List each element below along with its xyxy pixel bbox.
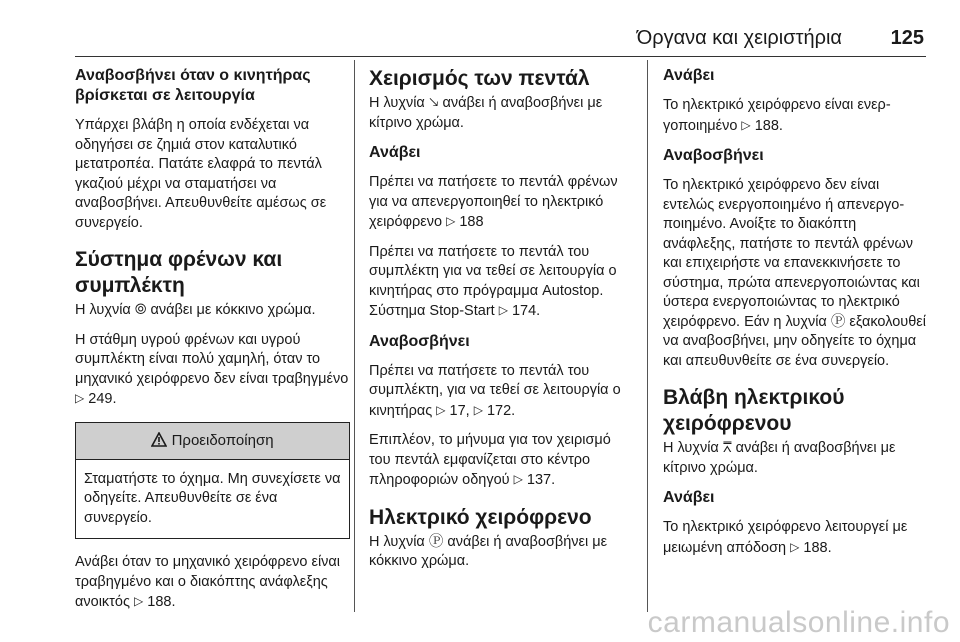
page-reference-icon: ▷ — [473, 402, 483, 417]
paragraph-epb-active: Το ηλεκτρικό χειρόφρενο είναι ενεργοποιημένο ▷ 188. — [663, 97, 891, 134]
subheading-flashing: Αναβοσβήνει — [663, 147, 764, 164]
paragraph-epb-incomplete: Το ηλεκτρικό χειρόφρενο δεν είναι εντελώς ενεργοποιημένο ή απενεργοποιημένο. Ανοίξτε το διακόπτη ανάφλεξης, πατήστε το πεντάλ φρένων και επιχειρήστε να επανεκκινήσετε το σύστημα, πρώτα απενεργοποιώντας και ύστερα ενεργοποιώντας το ηλεκτρικό χειρόφρενο. Εάν η λυχνία Ⓟ εξακολουθεί να αναβοσβήνει, μην οδηγείτε το όχημα και απευθυνθείτε σε ένα συνεργείο. — [663, 177, 926, 369]
paragraph-epb-reduced: Το ηλεκτρικό χειρόφρενο λειτουργεί με μειωμένη απόδοση ▷ 188. — [663, 519, 908, 556]
page-reference-icon: ▷ — [498, 303, 508, 317]
page-number: 125 — [890, 27, 924, 49]
section-title-epb-fault: Βλάβη ηλεκτρικού χειρόφρενου — [663, 386, 845, 435]
header-rule — [75, 56, 926, 57]
column-divider-2 — [647, 60, 648, 612]
page-reference-link[interactable]: 174. — [511, 303, 541, 319]
page-reference-link[interactable]: 188 — [459, 214, 484, 230]
subheading-lights-on: Ανάβει — [663, 67, 715, 84]
page-reference-link[interactable]: 188. — [803, 539, 832, 556]
page-reference-icon: ▷ — [436, 402, 446, 417]
warning-header — [76, 423, 349, 460]
page-reference-icon: ▷ — [133, 594, 144, 608]
page-reference-link[interactable]: 137. — [526, 472, 556, 488]
page-reference-link[interactable]: 249. — [88, 391, 117, 407]
column-2 — [369, 66, 634, 582]
parking-brake-icon: Ⓟ — [428, 533, 444, 550]
page-reference-icon: ▷ — [790, 539, 800, 554]
section-title-brake-clutch: Σύστημα φρένων και συμπλέκτη — [75, 248, 283, 297]
column-divider-1 — [354, 60, 355, 612]
page-reference-link[interactable]: 188. — [147, 594, 176, 610]
paragraph-handbrake: Ανάβει όταν το μηχανικό χειρόφρενο είναι τραβηγμένο και ο διακόπτης ανάφλεξης ανοικτός ▷ 188. — [75, 554, 341, 610]
paragraph-press-clutch-autostop: Πρέπει να πατήσετε το πεντάλ του συμπλέκτη για να τεθεί σε λειτουργία ο κινητήρας στο πρόγραμμα Autostop. Σύστημα Stop-Start ▷ 174. — [369, 243, 617, 319]
section-title-electric-parking-brake: Ηλεκτρικό χειρόφρενο — [369, 505, 592, 529]
paragraph-catalyst: Υπάρχει βλάβη η οποία ενδέχεται να οδηγήσει σε ζημιά στον καταλυτικό μετατροπέα. Πατάτε ελαφρά το πεντάλ γκαζιού μέχρι να σταματήσει να αναβοσβήνει. Απευθυνθείτε αμέσως σε συνεργείο. — [75, 117, 327, 231]
paragraph-press-brake: Πρέπει να πατήσετε το πεντάλ φρένων για να απενεργοποιηθεί το ηλεκτρικό χειρόφρενο ▷ 188 — [369, 174, 618, 230]
warning-triangle-icon — [151, 432, 167, 447]
paragraph-fluid-level: Η στάθμη υγρού φρένων και υγρού συμπλέκτη είναι πολύ χαμηλή, όταν το μηχανικό χειρόφρενο δεν είναι τραβηγμένο ▷ 249. — [75, 331, 349, 407]
warning-body — [76, 460, 349, 529]
paragraph-epb-lamp: Η λυχνία Ⓟ ανάβει ή αναβοσβήνει με κόκκινο χρώμα. — [369, 533, 608, 569]
page-reference-icon: ▷ — [741, 117, 751, 132]
paragraph-press-clutch-start: Πρέπει να πατήσετε το πεντάλ του συμπλέκτη, για να τεθεί σε λειτουργία ο κινητήρας ▷ 17, ▷ 172. — [369, 362, 621, 419]
subheading-flashing: Αναβοσβήνει — [369, 332, 470, 350]
page-reference-icon: ▷ — [513, 472, 523, 486]
column-1 — [75, 66, 350, 623]
page-reference-link[interactable]: 17, — [449, 402, 470, 419]
page-header — [0, 0, 960, 58]
watermark: carmanualsonline.info — [647, 606, 950, 639]
epb-fault-icon: ⩞ — [722, 440, 732, 456]
section-title-pedal-operation: Χειρισμός των πεντάλ — [369, 67, 590, 90]
paragraph-pedal-lamp: Η λυχνία 🡖 ανάβει ή αναβοσβήνει με κίτρινο χρώμα. — [369, 95, 603, 131]
paragraph-epb-fault-lamp: Η λυχνία ⩞ ανάβει ή αναβοσβήνει με κίτρινο χρώμα. — [663, 440, 896, 476]
subheading-flashing-engine-running: Αναβοσβήνει όταν ο κινητήρας βρίσκεται σε λειτουργία — [75, 67, 311, 104]
paragraph-driver-info: Επιπλέον, το μήνυμα για τον χειρισμό του πεντάλ εμφανίζεται στο κέντρο πληροφοριών οδηγού ▷ 137. — [369, 432, 611, 488]
column-3 — [663, 66, 928, 568]
page-reference-icon: ▷ — [446, 214, 456, 228]
page-reference-icon: ▷ — [75, 391, 85, 405]
subheading-lights-on: Ανάβει — [369, 144, 421, 161]
warning-box — [75, 422, 350, 540]
header-title: Όργανα και χειριστήρια — [636, 27, 842, 49]
subheading-lights-on: Ανάβει — [663, 489, 715, 506]
page-reference-link[interactable]: 172. — [486, 402, 516, 419]
paragraph-brake-lamp: Η λυχνία ⦾ ανάβει με κόκκινο χρώμα. — [75, 301, 350, 321]
pedal-indicator-icon: 🡖 — [428, 95, 439, 111]
brake-warning-icon: ⦾ — [134, 302, 147, 318]
parking-brake-icon: Ⓟ — [830, 313, 846, 330]
warning-title: Προειδοποίηση — [171, 431, 274, 449]
warning-text: Σταματήστε το όχημα. Μη συνεχίσετε να οδηγείτε. Απευθυνθείτε σε ένα συνεργείο. — [84, 470, 341, 526]
page-reference-link[interactable]: 188. — [754, 117, 783, 134]
